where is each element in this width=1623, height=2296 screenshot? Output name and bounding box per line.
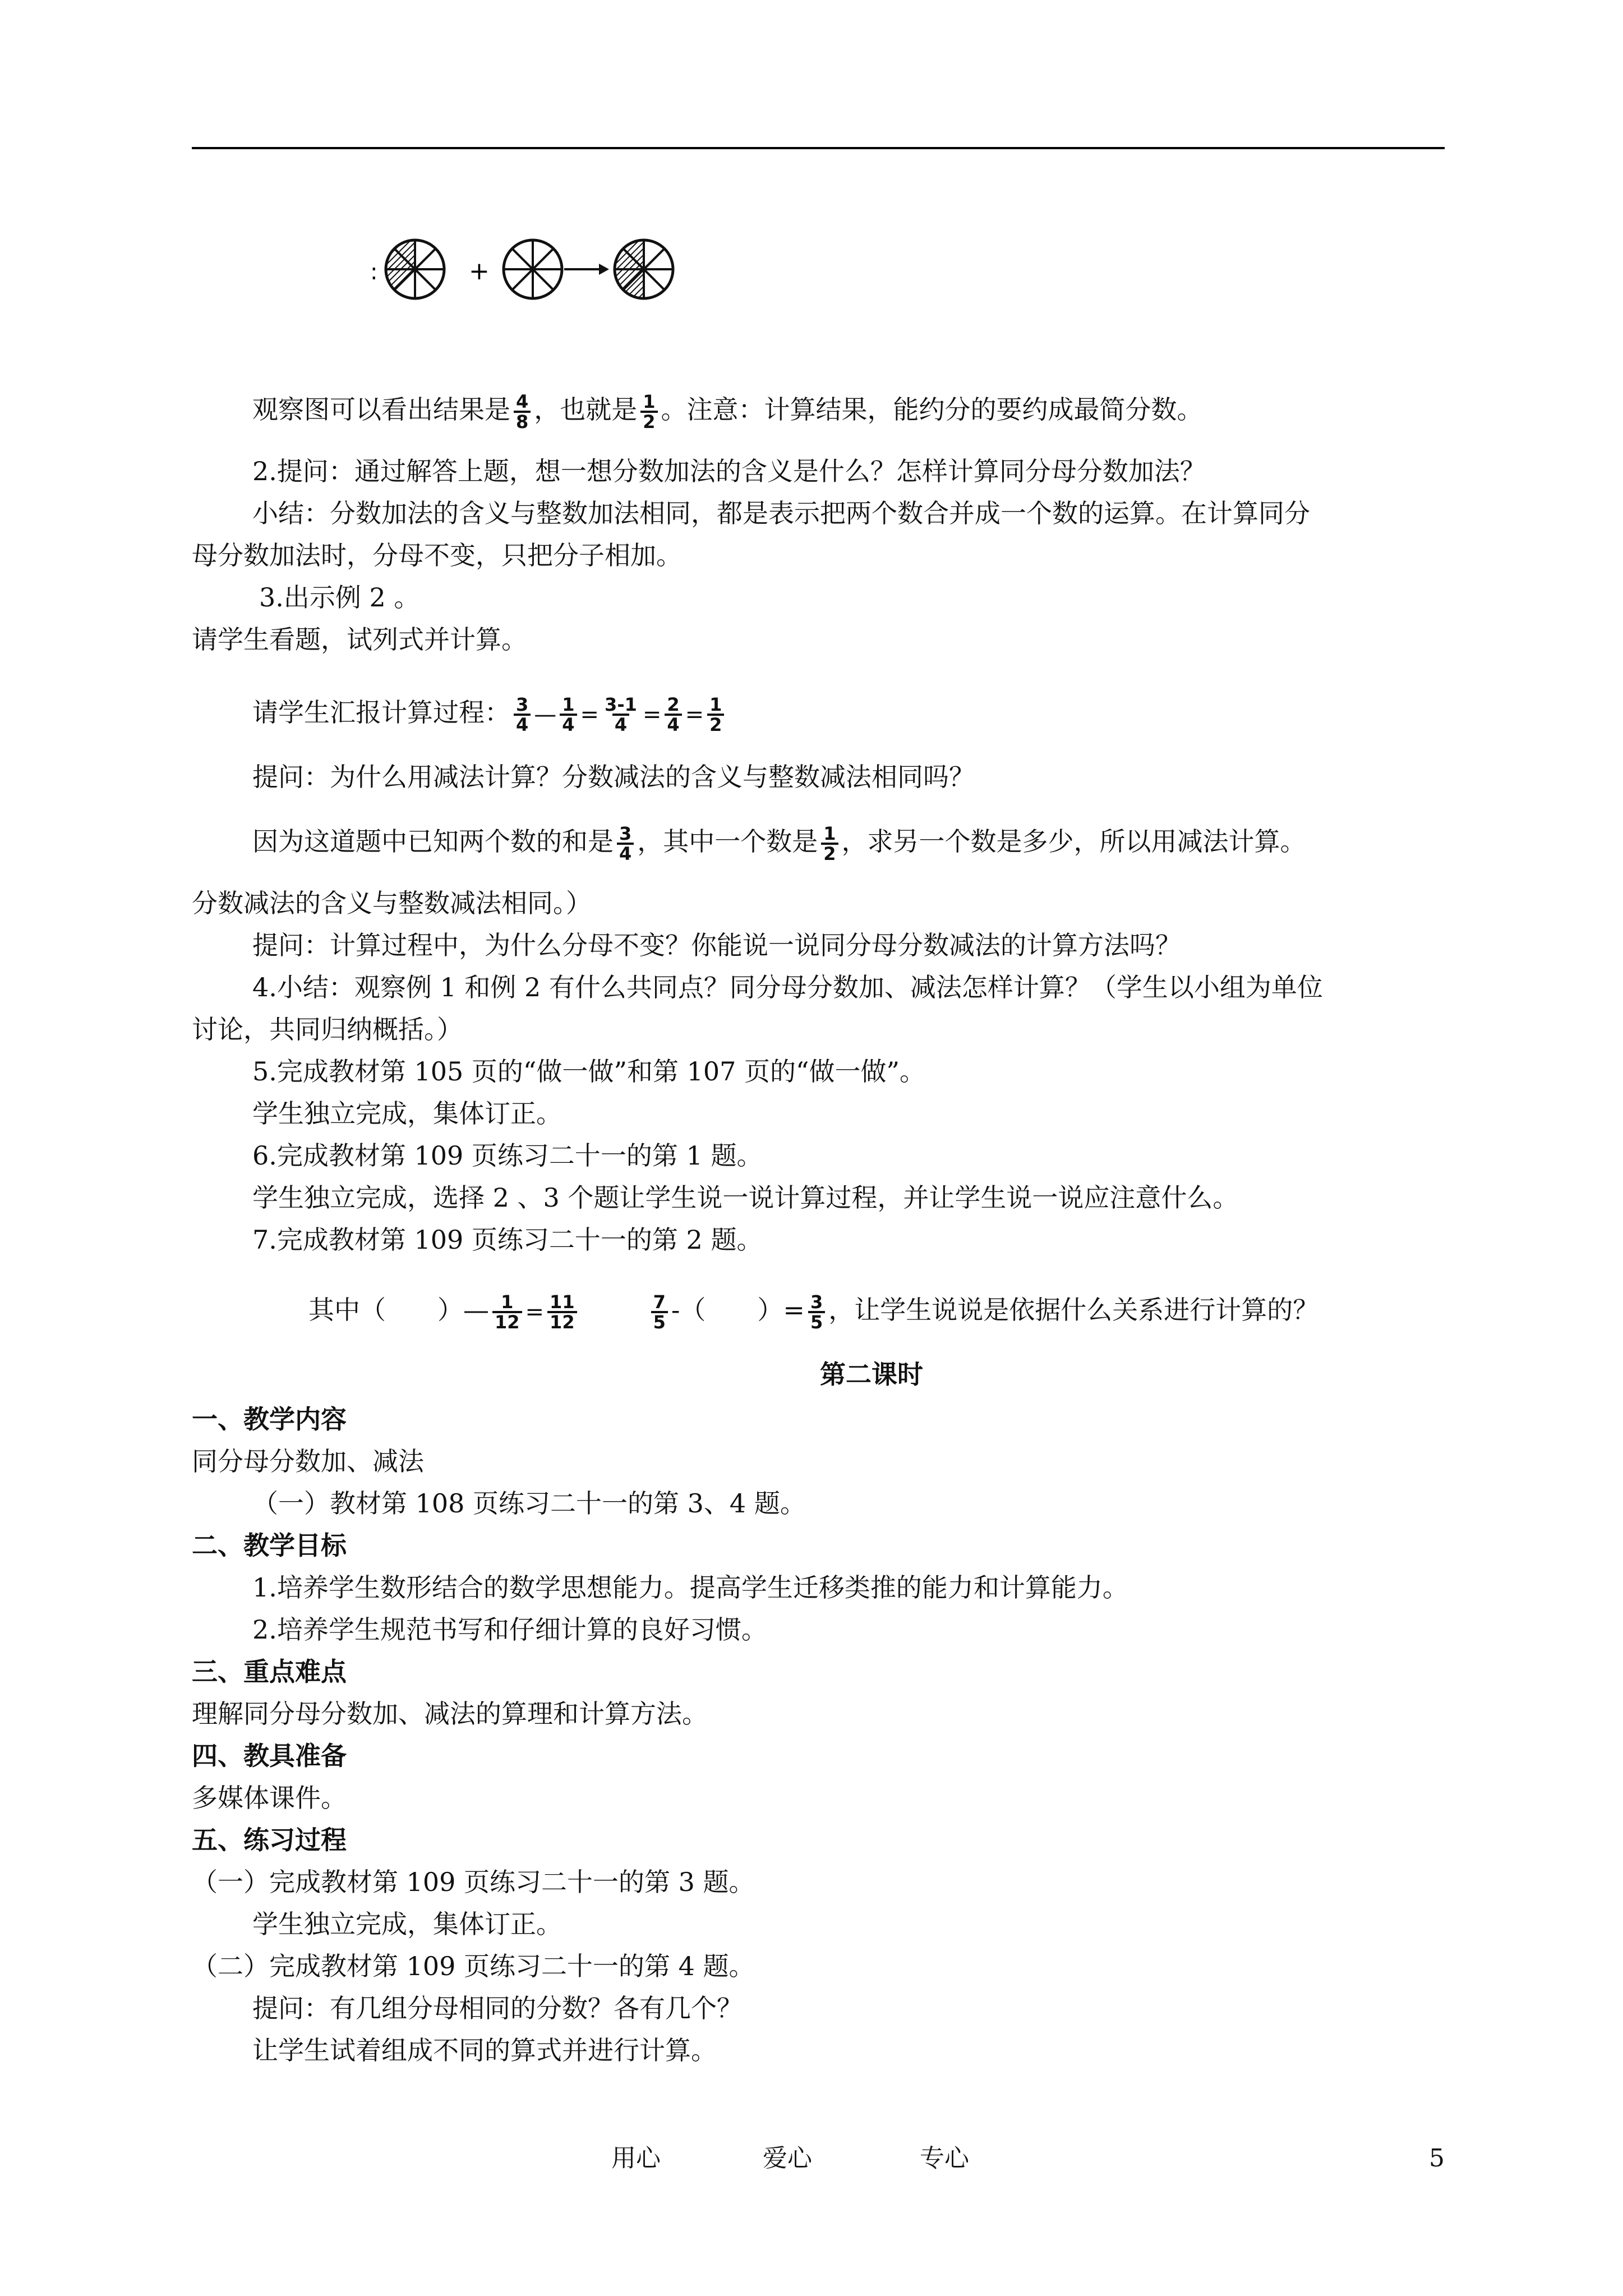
circle-one-eighth bbox=[504, 240, 562, 298]
fraction bbox=[602, 696, 639, 734]
circle-four-eighths bbox=[615, 240, 673, 298]
denominator: 2 bbox=[640, 411, 657, 431]
calculation-line bbox=[252, 696, 727, 734]
circle-three-eighths bbox=[386, 240, 444, 298]
equals-sign: = bbox=[685, 702, 704, 728]
practice-2-question: 提问：有几组分母相同的分数？各有几个？ bbox=[252, 1993, 743, 2023]
section-heading: 第二课时 bbox=[820, 1359, 923, 1389]
numerator: 3 bbox=[619, 823, 632, 844]
heading-teaching-content: 一、教学内容 bbox=[192, 1404, 347, 1434]
denominator: 4 bbox=[560, 714, 577, 734]
numerator: 1 bbox=[501, 1291, 514, 1313]
example-2: 3.出示例 2 。 bbox=[259, 582, 420, 613]
fraction-1-2 bbox=[640, 393, 657, 431]
task-5-note: 学生独立完成，集体订正。 bbox=[252, 1098, 562, 1129]
practice-1-note: 学生独立完成，集体订正。 bbox=[252, 1909, 562, 1939]
question-subtraction: 提问：为什么用减法计算？分数减法的含义与整数减法相同吗？ bbox=[252, 762, 975, 792]
summary-line-2: 母分数加法时，分母不变，只把分子相加。 bbox=[192, 540, 682, 570]
fraction bbox=[707, 696, 724, 734]
equals-sign: = bbox=[642, 702, 662, 728]
reason-line bbox=[252, 825, 1306, 863]
question-2: 2.提问：通过解答上题，想一想分数加法的含义是什么？怎样计算同分母分数加法？ bbox=[252, 456, 1206, 486]
text-part: 因为这道题中已知两个数的和是 bbox=[252, 826, 614, 857]
numerator: 1 bbox=[823, 823, 836, 844]
goal-1: 1.培养学生数形结合的数学思想能力。提高学生迁移类推的能力和计算能力。 bbox=[252, 1572, 1128, 1603]
fraction bbox=[547, 1293, 577, 1331]
denominator: 5 bbox=[808, 1311, 825, 1331]
denominator: 12 bbox=[492, 1311, 522, 1331]
observation-line bbox=[252, 393, 1203, 431]
fraction bbox=[492, 1293, 522, 1331]
text-part: ，求另一个数是多少，所以用减法计算。 bbox=[841, 826, 1306, 857]
task-7-equations bbox=[308, 1293, 1318, 1331]
numerator: 3-1 bbox=[605, 694, 637, 715]
denominator: 8 bbox=[514, 411, 531, 431]
text-part: ，让学生说说是依据什么关系进行计算的？ bbox=[828, 1295, 1319, 1325]
task-7: 7.完成教材第 109 页练习二十一的第 2 题。 bbox=[252, 1225, 763, 1255]
numerator: 11 bbox=[550, 1291, 575, 1313]
equals-sign: = bbox=[580, 702, 600, 728]
practice-2: （二）完成教材第 109 页练习二十一的第 4 题。 bbox=[192, 1951, 755, 1981]
teaching-content-text: 同分母分数加、减法 bbox=[192, 1446, 424, 1476]
heading-key-points: 三、重点难点 bbox=[192, 1657, 347, 1687]
fraction bbox=[665, 696, 681, 734]
numerator: 4 bbox=[516, 391, 529, 412]
denominator: 2 bbox=[707, 714, 724, 734]
denominator: 4 bbox=[665, 714, 681, 734]
text-part: ，其中一个数是 bbox=[637, 826, 818, 857]
arrow-icon bbox=[564, 264, 609, 275]
page-number: 5 bbox=[1429, 2144, 1445, 2173]
teaching-content-item: （一）教材第 108 页练习二十一的第 3、4 题。 bbox=[252, 1488, 806, 1519]
leading-mark: : bbox=[370, 259, 378, 285]
denominator: 4 bbox=[612, 714, 629, 734]
text-part: 观察图可以看出结果是 bbox=[252, 394, 510, 425]
fraction-4-8 bbox=[514, 393, 531, 431]
footer-word-1: 用心 bbox=[611, 2144, 661, 2173]
numerator: 1 bbox=[709, 694, 722, 715]
fraction bbox=[617, 825, 634, 863]
numerator: 1 bbox=[643, 391, 656, 412]
text-part: -（ ）= bbox=[671, 1295, 805, 1325]
fraction bbox=[514, 696, 531, 734]
text-part: 其中（ ）— bbox=[308, 1295, 489, 1325]
numerator: 1 bbox=[562, 694, 575, 715]
numerator: 3 bbox=[810, 1291, 823, 1313]
practice-1: （一）完成教材第 109 页练习二十一的第 3 题。 bbox=[192, 1867, 755, 1897]
plus-sign: + bbox=[469, 257, 490, 286]
numerator: 2 bbox=[667, 694, 680, 715]
footer-word-2: 爱心 bbox=[763, 2144, 812, 2173]
footer-word-3: 专心 bbox=[920, 2144, 969, 2173]
practice-2-note: 让学生试着组成不同的算式并进行计算。 bbox=[252, 2035, 717, 2065]
heading-teaching-goals: 二、教学目标 bbox=[192, 1530, 347, 1561]
heading-materials: 四、教具准备 bbox=[192, 1741, 347, 1771]
denominator: 5 bbox=[651, 1311, 668, 1331]
denominator: 2 bbox=[821, 843, 838, 863]
denominator: 4 bbox=[514, 714, 531, 734]
fraction bbox=[808, 1293, 825, 1331]
fraction bbox=[651, 1293, 668, 1331]
denominator: 4 bbox=[617, 843, 634, 863]
key-points-text: 理解同分母分数加、减法的算理和计算方法。 bbox=[192, 1699, 708, 1729]
text-part: ，也就是 bbox=[534, 394, 638, 425]
numerator: 7 bbox=[653, 1291, 666, 1313]
goal-2: 2.培养学生规范书写和仔细计算的良好习惯。 bbox=[252, 1614, 767, 1645]
question-denominator: 提问：计算过程中，为什么分母不变？你能说一说同分母分数减法的计算方法吗？ bbox=[252, 930, 1181, 960]
minus-sign: — bbox=[534, 702, 557, 728]
materials-text: 多媒体课件。 bbox=[192, 1783, 347, 1813]
heading-practice: 五、练习过程 bbox=[192, 1825, 347, 1855]
student-instruction: 请学生看题，试列式并计算。 bbox=[192, 624, 527, 655]
fraction bbox=[560, 696, 577, 734]
reason-line-2: 分数减法的含义与整数减法相同。） bbox=[192, 888, 592, 918]
task-5: 5.完成教材第 105 页的“做一做”和第 107 页的“做一做”。 bbox=[252, 1056, 926, 1087]
fraction bbox=[821, 825, 838, 863]
summary-line-1: 小结：分数加法的含义与整数加法相同，都是表示把两个数合并成一个数的运算。在计算同分 bbox=[252, 498, 1310, 528]
numerator: 3 bbox=[516, 694, 529, 715]
fraction-circles-diagram bbox=[370, 236, 684, 303]
text-part: 。注意：计算结果，能约分的要约成最简分数。 bbox=[661, 394, 1203, 425]
task-6: 6.完成教材第 109 页练习二十一的第 1 题。 bbox=[252, 1140, 763, 1171]
text-part: 请学生汇报计算过程： bbox=[252, 697, 510, 728]
equals-sign: = bbox=[525, 1299, 545, 1325]
denominator: 12 bbox=[547, 1311, 577, 1331]
summary-4-line-1: 4.小结：观察例 1 和例 2 有什么共同点？同分母分数加、减法怎样计算？（学生以小组为单位 bbox=[252, 972, 1323, 1002]
task-6-note: 学生独立完成，选择 2 、3 个题让学生说一说计算过程，并让学生说一说应注意什么。 bbox=[252, 1182, 1239, 1213]
circles-svg bbox=[370, 236, 684, 303]
summary-4-line-2: 讨论，共同归纳概括。） bbox=[192, 1014, 463, 1045]
header-rule bbox=[192, 147, 1445, 149]
